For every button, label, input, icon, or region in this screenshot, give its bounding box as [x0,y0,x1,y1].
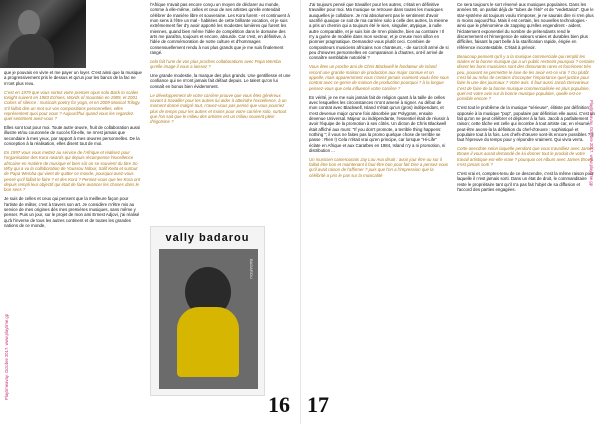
page-number-right: 17 [307,392,329,417]
right-column-2 [457,2,595,394]
page-number-left: 16 [268,392,290,417]
left-column-2 [150,2,292,224]
album-cover-art [159,249,258,389]
interview-answer: Elles sont tout pour moi. Toute autre œuvre, fruit de collaboration aussi illustre et/ou couronnée de succès fût-elle, ne m'est jamais que secondaire à mes yeux, par rapport à mes œuvres personnelles. De la conception à la réalisation, elles disent tout de moi. [4,125,141,147]
right-page [300,0,600,424]
interview-answer: C'est vrai et, comptes-tenu de ce descendre, c'est la même raison pour laquelle il n'est jamais sorti. Dans un état de droit, le commanditaire reste le propriétaire tant qu'il n'a pas fait l'objet de sa diffusion et l'accord des parties engagées. [457,170,594,192]
interview-answer: J'ai toujours pensé que travailler pour les autres, c'était en définitive travailler pour moi. Ma musique se retrouve dans toutes les musiques auxquelles je collabore. Je n'ai absolument pas le sentiment d'avoir sacrifié quoique ce soit de ma carrière solo à celle des autres, la mienne a pris un chemin qui a toujours été le sien, singulier, atypique, à nulle autre comparable, et je suis loin de m'en plaindre, bien au contraire ! Il n'y a guère de modèle dans mon secteur, et je creuse mon sillon en pionnier pragmatique. Demandez-vous plutôt ceci. Combien de compositeurs musiciens africains non chanteurs, - de surcroît armé de si peu d'œuvres personnelles en comparaison à d'autres, ont-il arrivé de connaître semblable notoriété ? [309,2,449,61]
interview-question: Le développement de votre carrière prouve que vous êtes généreux savant à travailler pour les autres lui aider à atteindre l'excellence, à un moment donné malgré tout, n'avez-vous pas pensé que vous pourriez plus de temps pour les autres et moins pour votre carrière solo, surtout que l'on sait que le milieu des artistes est un milieu souvent plein d'égoïsme ? [150,92,287,125]
left-side-credit: Playtimeavay. Octobre 2017. www.playtime.gp [4,313,9,400]
interview-question: Un musicien camerounais Jay Lou Ava disait : avoir jour être ou sur il fallait être bon et maintenant il faut être bon pour fait Dire a pensez-vous qu'il avait raison de l'affirmer ? puis que l'on a l'impression que la célébrité a pris le pas sur la musicalité [309,156,449,178]
cover-figure-body [177,307,239,377]
left-column-1 [4,70,142,392]
interview-answer: que je pouvais en vivre et me payer un loyer. C'est ainsi que la musique a progressivement pris le dessus et qu'un jour les bancs de la fac ne m'ont plus revu. [4,70,142,86]
album-cover-title: vally badarou [165,232,250,244]
interview-answer: Ce sera toujours le sort réservé aux musiques populaires. Dans les années 50, on parlait déjà de "tubes de l'été" et de "vedettariat". Que le star-système ait toujours voulu s'imposer, je ne saurais dire ni s'en plus ni moins aujourd'hui. Mais il est certain, les nouvelles technologies - ainsi que le phénomène de zapping qu'elles engendrent - aident, l'éclatement exponentiel du nombre de prétendants rend le discernement et l'émergence de valeurs vraies et durables bien plus difficiles, faisant la part belle à la starification rapide, érigée en référence incontestable. C'était à prévoir. [457,2,594,50]
right-column-1 [309,2,449,422]
interview-question: Beaucoup pensent qu'il y a la musique commerciale qui remplit les stades et la bonne musique qui a un public restreint pourquoi ? certains disent les bons musiciens sont des dissonants rares et forcément très peu, pouvant se permettre le luxe de les avoir est-ce vrai ? Ou plutôt c'est lié au refus de certains d'accepter l'importance quel justice pour faire la une des journaux ? Votre avis. Il faut aussi Jacob Desvarieux c'est de faire de la bonne musique commercialisée en plus populaire, quel est votre avis sur la bonne musique populaire, quelle est-ce possible encore ? [457,53,595,102]
interview-question: Vous êtes un proche ami de Chris Blackwell le fondateur de Island record une grande maison de production aux major connue et on appelle, mais apparemment vous n'avez jamais vraiment voulu être sous contrat avec ce genre de maison de production pourquoi ? à la longue pensez-vous que cela influencé votre carrière ? [309,64,449,91]
album-cover-image [150,226,265,396]
interview-answer: Je suis de celles et ceux qui pensent que la meilleure façon pour l'artiste de militer, c'est à travers son art. Je considère m'être mis au service de mes origines dès mes premières musiques, sans même y penser. Puis un jour, sur le projet de mon ami Ernest Adjovi, j'ai réalisé qu'à l'inverse de tous les autres continent et de toutes les grandes nations de ce monde, [4,196,140,228]
interview-question: Cette anecdote selon laquelle pendant que vous travailliez avec James Brown il vous aurait demandé de lui donner tout le produit de votre travail artistique est-elle vraie ? pourquoi cet Album avec James Brown n'est jamais sorti ? [457,146,594,168]
interview-question: cela fait l'une de vos plus proches collaborations avec Papa Wemba qu'elle image il vous a laissez ? [150,58,281,70]
interview-answer: C'est tout le problème de la musique "sérieuse", élitiste par définition, opposée à la musique "pop", populaire par définition elle aussi. C'est un fait qu'on ne peut célébrer et déplorer à la fois. Jacob a parfaitement raison; cette tâche est celle qui incombe à tout artiste car, en résumé, peut-être avons-la la définition du chef-d'œuvre : sophistiqué et populaire tout à la fois. Les chefs-d'œuvre sont-ils encore possibles ? Il faut l'épreuve du temps pour y répondre vraiment. Qui vivra verra. [457,105,595,143]
interview-question: C'est en 1979 que vous sortez votre premier opus solo Back to scales tonight suivent en 1983 Echoes, Words of mountain en 1989, et 2001 Colors of silence : musicals poetry for yoga, et en 2009 Musical Trilogy. S'il fallait dire un mot sur vos compositions personnelles, elles représentent quoi pour vous ? Aujourd'hui quand vous les regardez quel sentiment avez-vous ? [4,89,141,122]
interview-answer: l'Afrique n'avait pas encore conçu un moyen de déclarer au monde, comme à elle-même, celles et ceux de ses artistes qu'elle entendait célébrer de manière libre et souveraine. Les Kora furent - et continuent à mon sens à l'être un mal - habitées de cette brillante vocation, et je suis extrêmement fier d'y avoir apporté les modestes lumières qui furent les miennes, quand bien même l'idée de compétition dans le domaine des arts me paraîtra, toujours et encore, absurde. Car c'est, en définitive, à l'idée de commémoration de notre culture et d'hommages consensuellement rendu à nos plus grands que je me suis finalement rangé. [150,2,290,56]
artist-photo [0,0,86,68]
interview-question: En 1997 vous vous mettez au service de l'Afrique et réalisez pour l'organisation des Kora Awards qui depuis récompense l'excellence africaine en matière de musique et bien sûr on se souvient du titre So Why qui a vu la collaboration de Youssou Ndour, Salif Keita et surtout de Papa Wemba qui vient de quitter ce monde, pourquoi avez-vous pensé qu'il fallait le faire ? et des Kora ? Pensez-vous que les Kora ont depuis rempli leur objectif qui était de faire avancer les choses dans le bon sens ? [4,149,141,193]
right-side-credit: Playtimeavay. Octobre 2017. www.playtime.gp [589,100,594,187]
interview-answer: Une grande modestie, la marque des plus grands. Une gentillesse et une confiance qui ne m'ont jamais fait défaut depuis. Le talent qu'on lui connaît en bonus bien évidemment. [150,73,291,89]
album-cover-side-text: BADAROU [249,259,254,279]
interview-answer: En vérité, je ne me suis jamais fait de religion quant à la taille de celles avec lesquelles les circonstances m'ont amené à signer. Au début de mon contrat avec Blackwell, Island n'était qu'un (gros) indépendant, et n'est devenue major qu'une fois absorbée par Polygram, ensuite devenue Universal. Majeur ou indépendante, l'essentiel était de réussir à avoir l'équipe de la promotion à ses côtés. Un dicton de Chris Blackwell était affiché aux murs: "If you don't promote, a terrible thing happens: nothing "; il vous ne faites pas la promo quelque chose de terrible se passe : Rien !) Cela n'était vrai qu'en principe, car lorsque "Hi-Life" éclate en Afrique et aux Caraïbes en 1984, Island n'y a ni promotion, ni distribution ... [309,94,449,153]
